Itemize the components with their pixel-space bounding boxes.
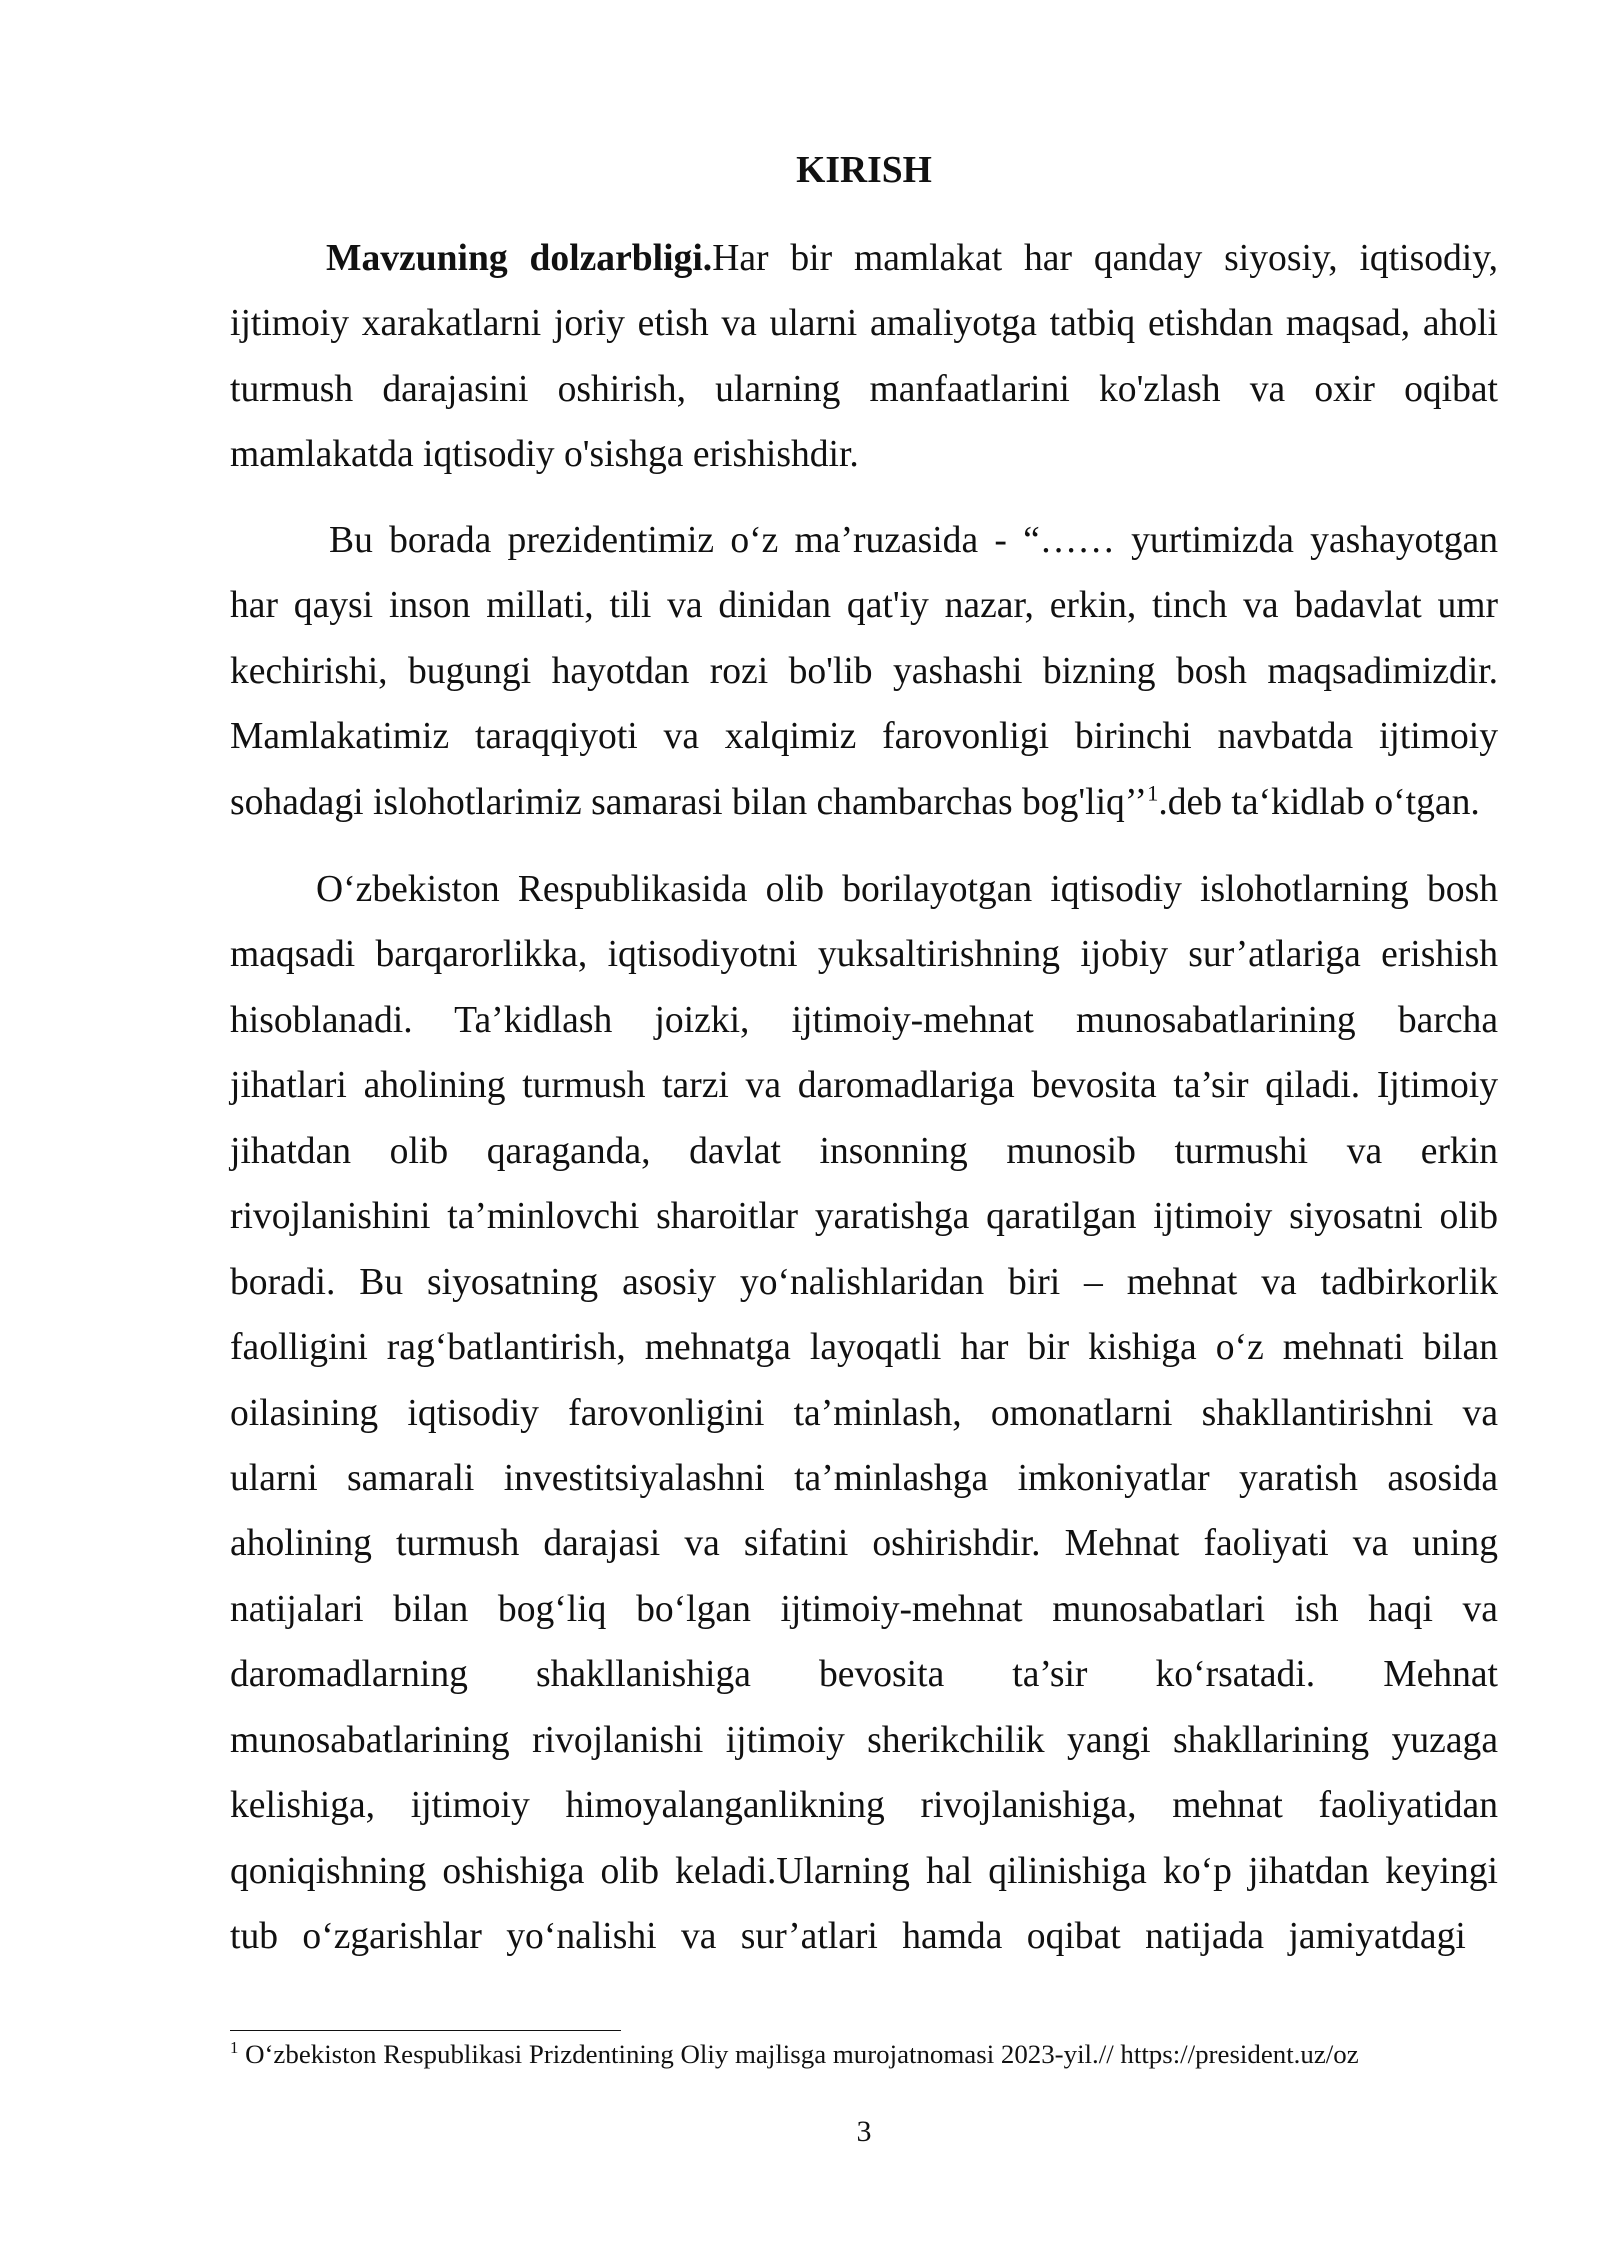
text-line: kechirishi, bugungi hayotdan rozi bo'lib yashashi bizning bosh maqsadimizdir.: [230, 650, 1498, 692]
text-line: ijtimoiy xarakatlarni joriy etish va ularni amaliyotga tatbiq etishdan maqsad, aholi: [230, 303, 1498, 345]
text-line: [230, 226, 1498, 291]
text-line: boradi. Bu siyosatning asosiy yo‘nalishlaridan biri – mehnat va tadbirkorlik: [230, 1261, 1498, 1303]
text-line: munosabatlarining rivojlanishi ijtimoiy sherikchilik yangi shakllarining yuzaga: [230, 1719, 1498, 1761]
footnote-separator: [230, 2030, 621, 2031]
paragraph-economic-reforms: [230, 857, 1498, 1969]
text-line: oilasining iqtisodiy farovonligini ta’minlash, omonatlarni shakllantirishni va: [230, 1392, 1498, 1434]
text-line: jihatdan olib qaraganda, davlat insonning munosib turmushi va erkin: [230, 1130, 1498, 1172]
text-line: rivojlanishini ta’minlovchi sharoitlar yaratishga qaratilgan ijtimoiy siyosatni olib: [230, 1196, 1498, 1238]
text-line: daromadlarning shakllanishiga bevosita ta’sir ko‘rsatadi. Mehnat: [230, 1654, 1498, 1696]
text-line: maqsadi barqarorlikka, iqtisodiyotni yuksaltirishning ijobiy sur’atlariga erishish: [230, 934, 1498, 976]
text-line: ularni samarali investitsiyalashni ta’minlashga imkoniyatlar yaratish asosida: [230, 1457, 1498, 1499]
footnote-reference: 1: [1147, 780, 1159, 806]
text-line: turmush darajasini oshirish, ularning manfaatlarini ko'zlash va oxir oqibat: [230, 368, 1498, 410]
footnote-marker: 1: [230, 2038, 239, 2057]
text-run: Har bir mamlakat har qanday siyosiy, iqtisodiy,: [712, 238, 1498, 279]
paragraph-president-quote: [230, 508, 1498, 835]
text-line: Mamlakatimiz taraqqiyoti va xalqimiz farovonligi birinchi navbatda ijtimoiy: [230, 716, 1498, 758]
text-line: qoniqishning oshishiga olib keladi.Ularning hal qilinishiga ko‘p jihatdan keyingi: [230, 1850, 1498, 1892]
paragraph-relevance: [230, 226, 1498, 488]
text-line: aholining turmush darajasi va sifatini oshirishdir. Mehnat faoliyati va uning: [230, 1523, 1498, 1565]
text-line: jihatlari aholining turmush tarzi va daromadlariga bevosita ta’sir qiladi. Ijtimoiy: [230, 1065, 1498, 1107]
text-line: natijalari bilan bog‘liq bo‘lgan ijtimoiy-mehnat munosabatlari ish haqi va: [230, 1588, 1498, 1630]
text-run: .deb ta‘kidlab o‘tgan.: [1158, 781, 1480, 823]
text-line: mamlakatda iqtisodiy o'sishga erishishdir.: [230, 434, 859, 476]
text-line: hisoblanadi. Ta’kidlash joizki, ijtimoiy-mehnat munosabatlarining barcha: [230, 999, 1498, 1041]
text-line: O‘zbekiston Respublikasida olib borilayotgan iqtisodiy islohotlarning bosh: [316, 869, 1498, 910]
text-line: har qaysi inson millati, tili va dinidan qat'iy nazar, erkin, tinch va badavlat umr: [230, 585, 1498, 627]
text-line: kelishiga, ijtimoiy himoyalanganlikning rivojlanishiga, mehnat faoliyatidan: [230, 1785, 1498, 1827]
section-title: KIRISH: [796, 150, 932, 191]
page-number: 3: [856, 2115, 872, 2148]
run-in-heading: Mavzuning dolzarbligi.: [326, 238, 713, 279]
text-run: sohadagi islohotlarimiz samarasi bilan chambarchas bog'liq’’: [230, 781, 1148, 823]
footnote-text: O‘zbekiston Respublikasi Prizdentining Oliy majlisga murojatnomasi 2023-yil.// https://president.uz/oz: [245, 2039, 1359, 2069]
text-line: faolligini rag‘batlantirish, mehnatga layoqatli har bir kishiga o‘z mehnati bilan: [230, 1327, 1498, 1369]
footnote: [230, 2038, 1498, 2070]
text-line: Bu borada prezidentimiz o‘z ma’ruzasida - “…… yurtimizda yashayotgan: [329, 520, 1498, 561]
text-line: tub o‘zgarishlar yo‘nalishi va sur’atlari hamda oqibat natijada jamiyatdagi: [230, 1916, 1466, 1957]
text-line: [230, 770, 1498, 835]
